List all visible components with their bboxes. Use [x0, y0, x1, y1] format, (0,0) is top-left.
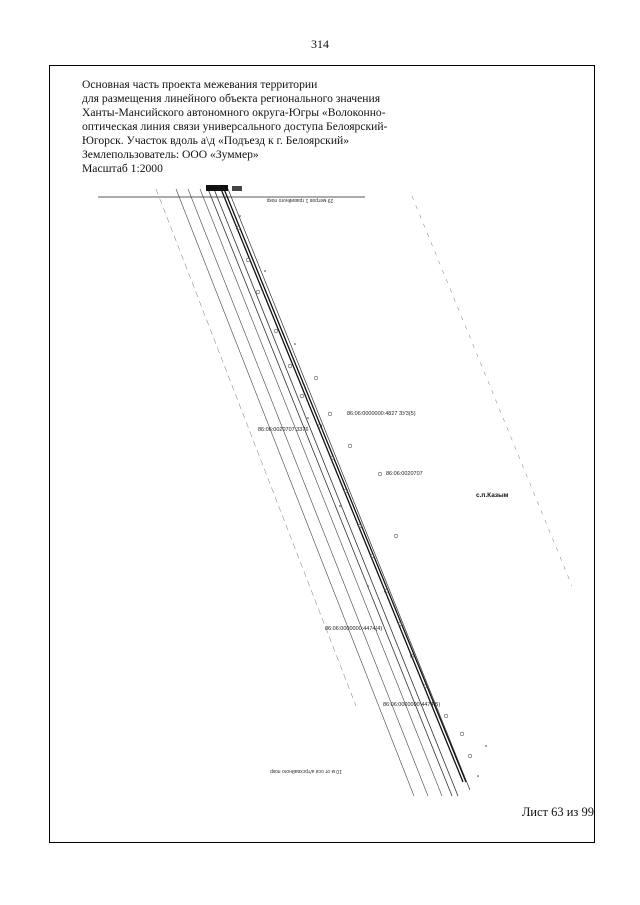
top-marker: [206, 185, 228, 191]
title-line: Масштаб 1:2000: [82, 162, 163, 175]
sheet-label: Лист 63 из 99: [521, 805, 594, 819]
title-line: оптическая линия связи универсального доступа Белоярский-: [82, 120, 388, 133]
parcel-label: 86:06:0020707:3376: [258, 427, 309, 433]
small-markers: [239, 215, 487, 777]
parcel-boundary-line: [412, 196, 572, 586]
parcel-label: 86:06:0020707: [386, 471, 423, 477]
map-sheet-frame: [49, 65, 595, 843]
title-line: Ханты-Мансийского автономного округа-Югры «Волоконно-: [82, 106, 386, 119]
page-number: 314: [311, 37, 329, 51]
outer-corridor-line: [176, 189, 414, 796]
parcel-label: 86:06:0000000:4474(4): [325, 626, 383, 632]
title-line: Основная часть проекта межевания территории: [82, 78, 318, 91]
settlement-label: с.п.Казым: [476, 492, 509, 499]
title-line: Землепользователь: ООО «Зуммер»: [82, 148, 259, 161]
title-block: [82, 78, 388, 176]
top-marker: [232, 186, 242, 191]
bottom-road-label: 10 м от оси а/трсхвайного покр: [270, 768, 342, 774]
cadastral-map: [50, 66, 596, 844]
parcel-label: 86:06:0000000:4827 ЗУ3(5): [347, 411, 416, 417]
title-line: для размещения линейного объекта регионального значения: [82, 92, 381, 105]
cable-line: [221, 189, 463, 782]
parcel-label: 86:06:0000000:4474(5): [383, 702, 441, 708]
title-line: Югорск. Участок вдоль а\д «Подъезд к г. Белоярский»: [82, 134, 350, 147]
road-edge-line: [228, 189, 470, 790]
cable-line: [224, 189, 466, 782]
top-road-label: 29 метров 1 гравийного покр: [266, 197, 334, 203]
